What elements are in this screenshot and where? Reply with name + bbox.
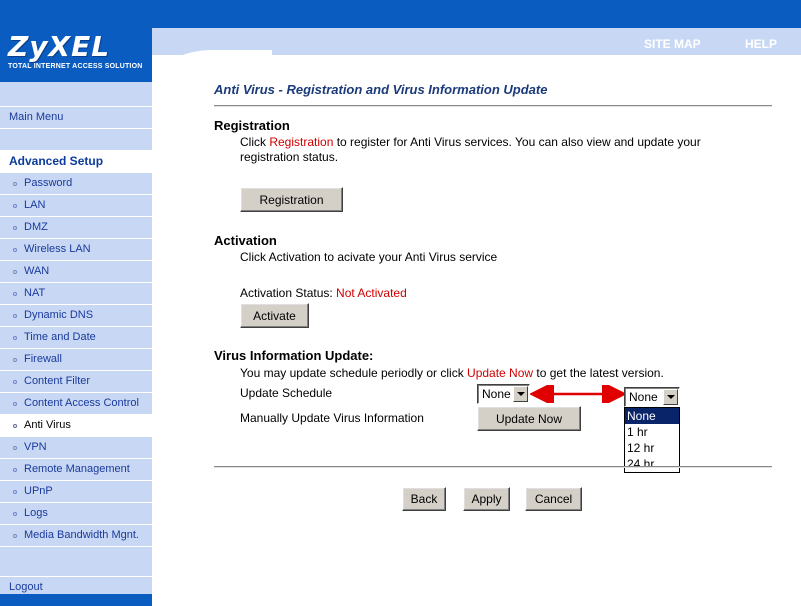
registration-heading: Registration	[214, 118, 290, 133]
sidebar-item-remote-management[interactable]	[0, 459, 152, 481]
sidebar-item-logout[interactable]: Logout	[0, 577, 152, 599]
chevron-down-icon[interactable]	[663, 389, 678, 405]
sidebar-item-label: WAN	[24, 265, 50, 277]
sidebar-item-label: Content Filter	[24, 375, 91, 387]
sidebar-footer	[0, 594, 152, 606]
sidebar-spacer	[0, 547, 152, 577]
bullet-icon	[13, 402, 17, 406]
virus-update-description: You may update schedule periodly or click Update Now to get the latest version.	[240, 366, 664, 380]
option-24-hr[interactable]: 24 hr	[627, 457, 655, 471]
bullet-icon	[13, 490, 17, 494]
sidebar-item-lan[interactable]	[0, 195, 152, 217]
bullet-icon	[13, 446, 17, 450]
annotation-arrow-icon	[530, 385, 630, 403]
activation-description: Click Activation to acivate your Anti Virus service	[240, 250, 498, 264]
sidebar-item-nat[interactable]	[0, 283, 152, 305]
bullet-icon	[13, 292, 17, 296]
sidebar-item-content-filter[interactable]	[0, 371, 152, 393]
sidebar-item-label: LAN	[24, 199, 46, 211]
bullet-icon	[13, 358, 17, 362]
update-schedule-expanded-value: None	[629, 390, 658, 404]
help-link[interactable]: HELP	[745, 37, 778, 51]
sidebar-item-media-bandwidth-mgnt[interactable]	[0, 525, 152, 547]
logo-tagline: TOTAL INTERNET ACCESS SOLUTION	[8, 63, 143, 70]
sidebar-item-label: Content Access Control	[24, 397, 139, 409]
sidebar-item-label: Remote Management	[24, 463, 130, 475]
logo	[0, 28, 152, 82]
bullet-icon	[13, 468, 17, 472]
cancel-button[interactable]: Cancel	[525, 487, 582, 511]
sidebar-item-logs[interactable]	[0, 503, 152, 525]
update-now-link-text[interactable]: Update Now	[467, 366, 534, 380]
sidebar-item-time-and-date[interactable]	[0, 327, 152, 349]
back-button[interactable]: Back	[402, 487, 446, 511]
logo-text: ZyXEL	[8, 30, 111, 63]
bullet-icon	[13, 226, 17, 230]
sidebar-item-label: Dynamic DNS	[24, 309, 94, 321]
divider	[214, 105, 772, 107]
sidebar-item-firewall[interactable]	[0, 349, 152, 371]
sidebar-item-label: Wireless LAN	[24, 243, 91, 255]
sidebar-item-label: VPN	[24, 441, 47, 453]
bullet-icon	[13, 314, 17, 318]
registration-description: Click Registration to register for Anti Virus services. You can also view and update your registration status.	[240, 135, 701, 164]
update-schedule-label: Update Schedule	[240, 386, 333, 400]
sidebar-item-label: Media Bandwidth Mgnt.	[24, 529, 139, 541]
sidebar-item-main-menu[interactable]: Main Menu	[0, 107, 152, 129]
registration-button[interactable]: Registration	[240, 187, 343, 212]
sidebar-item-anti-virus[interactable]	[0, 415, 152, 437]
sidebar-item-label: NAT	[24, 287, 46, 299]
update-schedule-select-expanded[interactable]	[624, 387, 680, 407]
update-schedule-options	[624, 407, 680, 473]
sidebar-spacer	[0, 82, 152, 107]
activation-heading: Activation	[214, 233, 277, 248]
sidebar	[0, 82, 152, 606]
sidebar-item-content-access-control[interactable]	[0, 393, 152, 415]
chevron-down-icon[interactable]	[513, 386, 528, 402]
content-corner	[152, 50, 272, 110]
bullet-icon	[13, 248, 17, 252]
activation-status	[240, 286, 407, 301]
sidebar-item-vpn[interactable]	[0, 437, 152, 459]
bullet-icon	[13, 336, 17, 340]
sidebar-item-wireless-lan[interactable]	[0, 239, 152, 261]
apply-button[interactable]: Apply	[463, 487, 510, 511]
bullet-icon	[13, 270, 17, 274]
option-12-hr[interactable]: 12 hr	[627, 441, 655, 455]
update-now-button[interactable]: Update Now	[477, 406, 581, 431]
sidebar-item-label: Logs	[24, 507, 48, 519]
bullet-icon	[13, 424, 17, 428]
page-title: Anti Virus - Registration and Virus Information Update	[214, 82, 548, 97]
site-map-link[interactable]: SITE MAP	[644, 37, 701, 51]
sidebar-item-label: Firewall	[24, 353, 62, 365]
sidebar-item-label: Anti Virus	[24, 419, 71, 431]
update-schedule-select[interactable]	[477, 384, 530, 404]
bullet-icon	[13, 534, 17, 538]
bullet-icon	[13, 380, 17, 384]
bullet-icon	[13, 512, 17, 516]
option-1-hr[interactable]: 1 hr	[627, 425, 648, 439]
divider	[214, 466, 772, 468]
sidebar-spacer	[0, 129, 152, 151]
option-none[interactable]: None	[625, 408, 679, 424]
sidebar-item-password[interactable]	[0, 173, 152, 195]
sidebar-item-label: Time and Date	[24, 331, 96, 343]
virus-update-heading: Virus Information Update:	[214, 348, 374, 363]
sidebar-item-dynamic-dns[interactable]	[0, 305, 152, 327]
bullet-icon	[13, 204, 17, 208]
sidebar-section-advanced-setup: Advanced Setup	[0, 151, 152, 173]
activate-button[interactable]: Activate	[240, 303, 309, 328]
update-schedule-value: None	[482, 387, 511, 401]
registration-link-text[interactable]: Registration	[269, 135, 334, 149]
manual-update-label: Manually Update Virus Information	[240, 411, 424, 425]
sidebar-item-label: DMZ	[24, 221, 48, 233]
sidebar-item-label: UPnP	[24, 485, 53, 497]
activation-status-label: Activation Status:	[240, 286, 337, 300]
sidebar-item-label: Password	[24, 177, 73, 189]
sidebar-item-dmz[interactable]	[0, 217, 152, 239]
sidebar-item-upnp[interactable]	[0, 481, 152, 503]
bullet-icon	[13, 182, 17, 186]
sidebar-item-wan[interactable]	[0, 261, 152, 283]
activation-status-value: Not Activated	[336, 286, 407, 300]
